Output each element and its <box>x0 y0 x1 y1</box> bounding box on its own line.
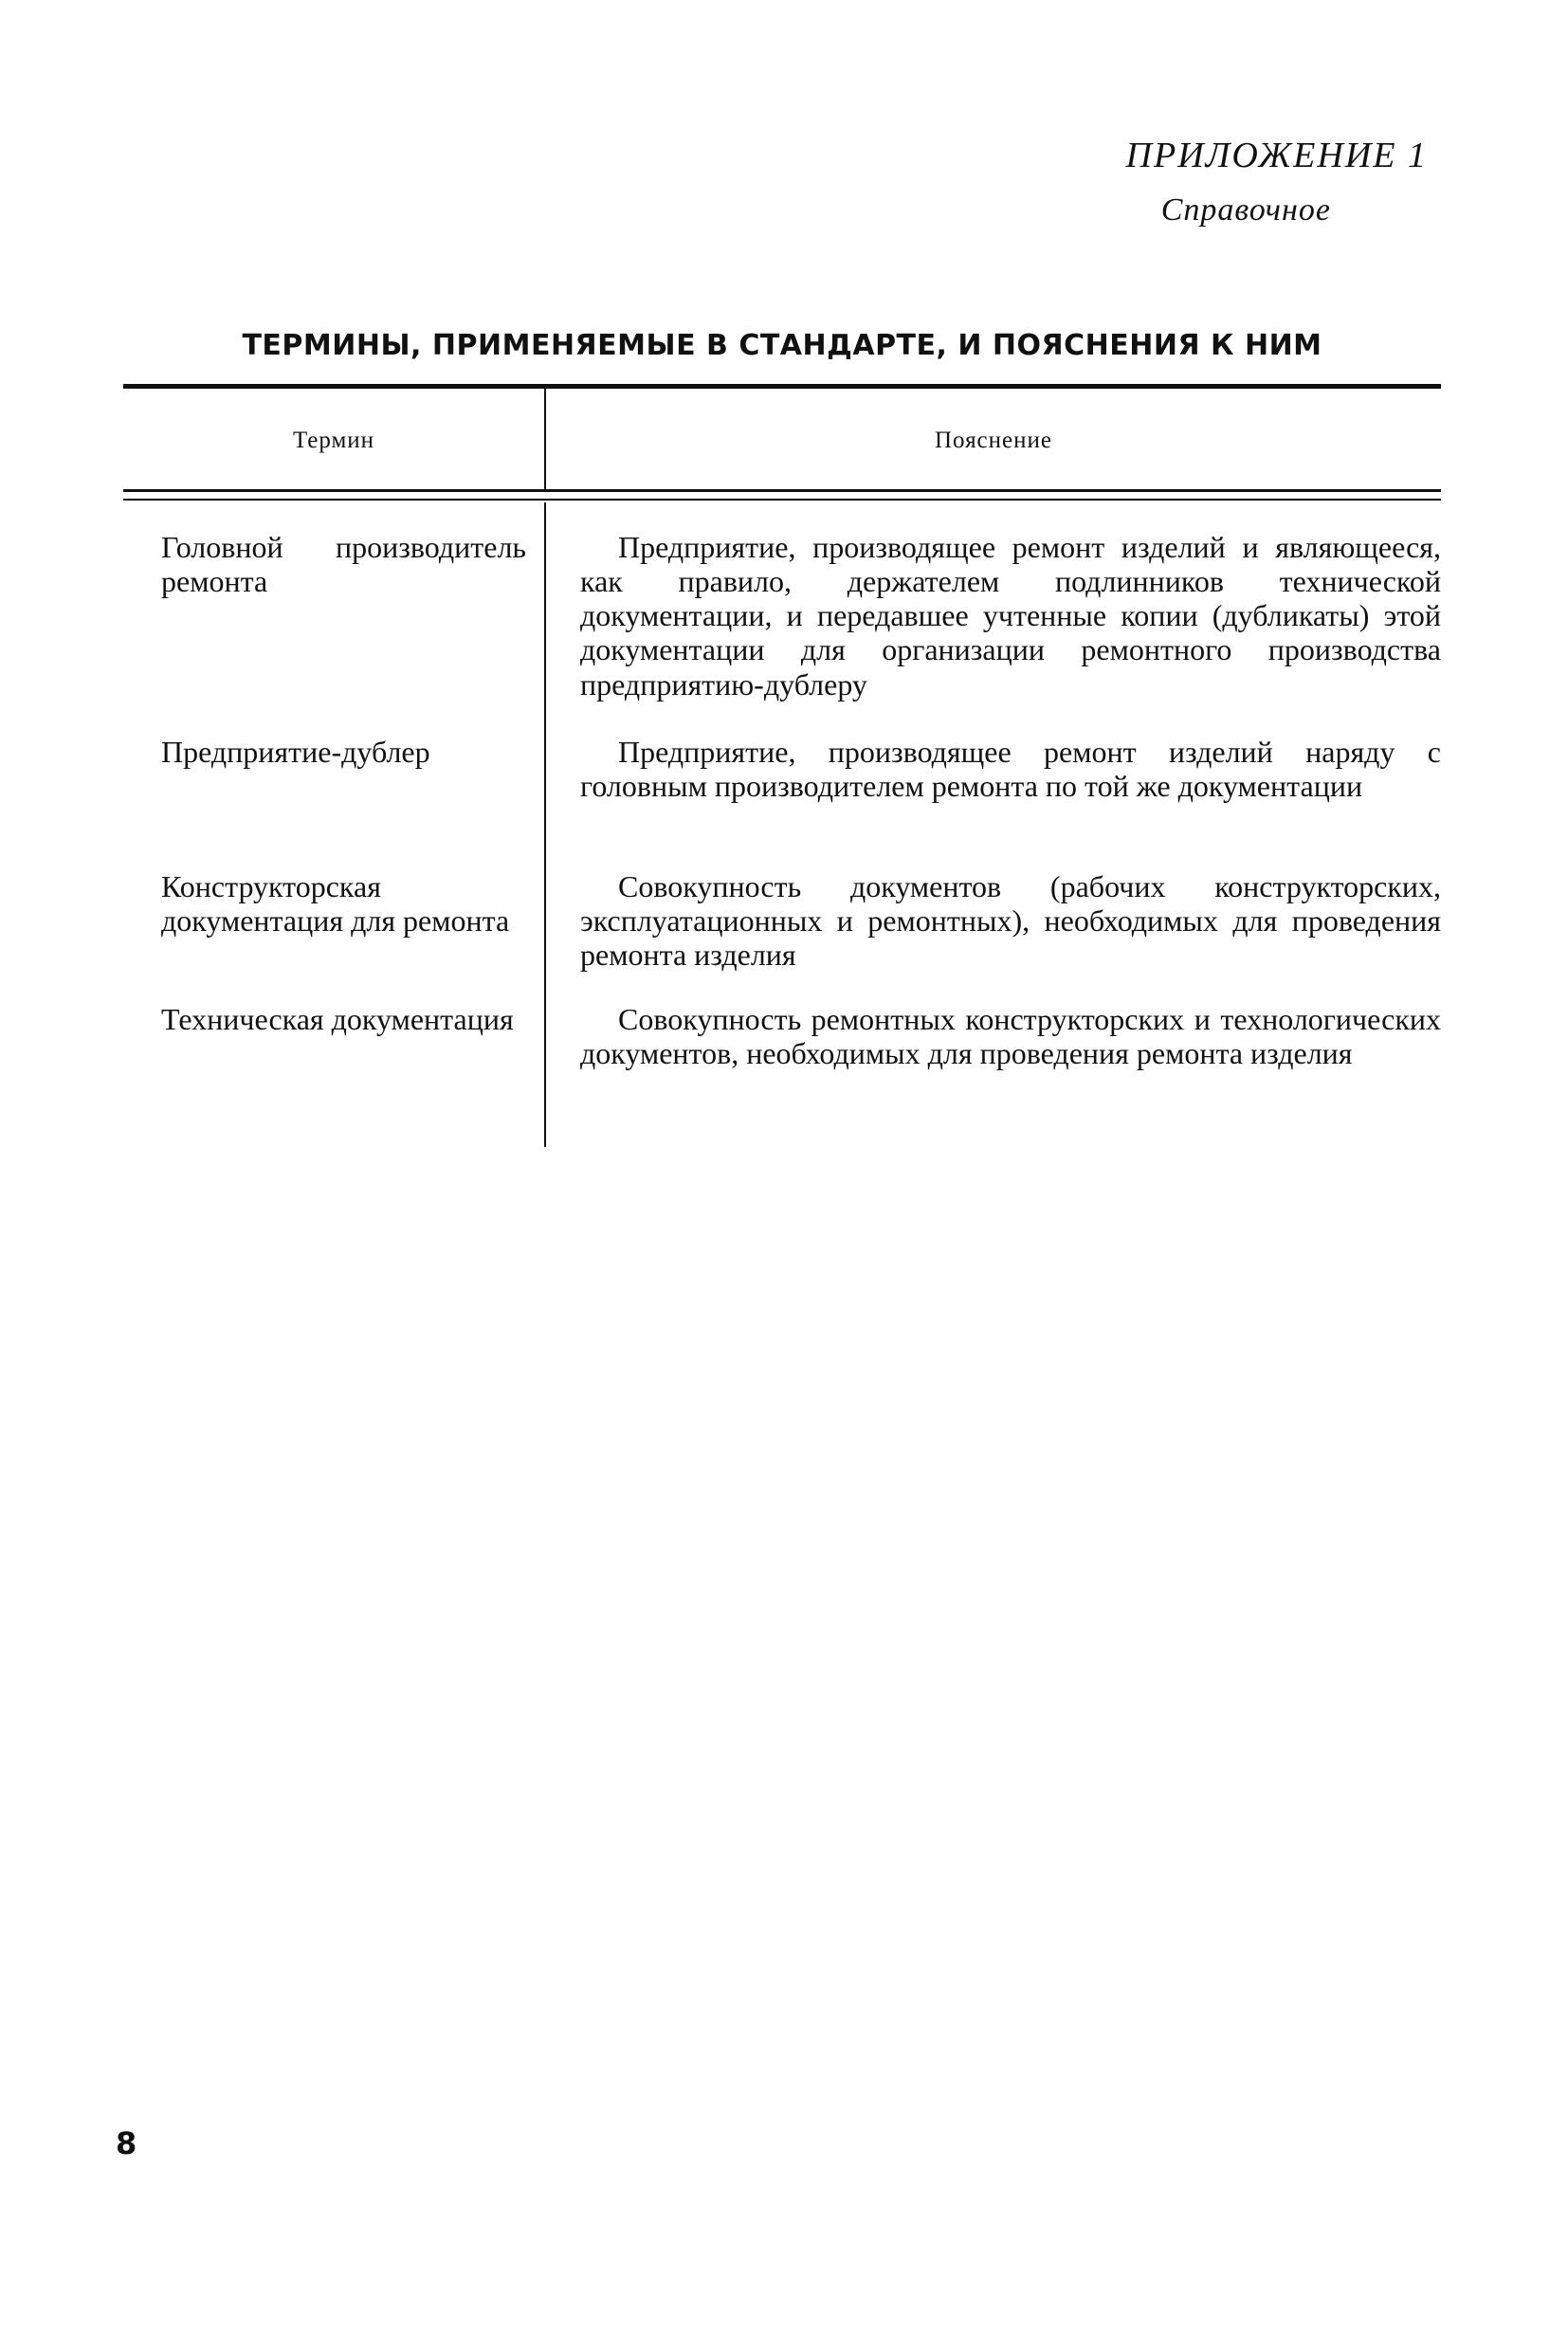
explanation-cell: Предприятие, производящее ремонт изделий и являющееся, как правило, держателем подлинников технической документации, и передавшее учтенные копии (дубликаты) этой документации для организации ремонтного производства предприятию-дублеру <box>580 530 1441 702</box>
header-term: Термин <box>292 428 375 453</box>
appendix-title: ПРИЛОЖЕНИЕ 1 <box>1125 136 1428 175</box>
page-number: 8 <box>116 2125 137 2161</box>
header-bottom-rule-thin <box>123 499 1441 501</box>
explanation-cell: Предприятие, производящее ремонт изделий наряду с головным производителем ремонта по той же документации <box>580 735 1441 804</box>
term-cell: Конструкторская документация для ремонта <box>161 869 510 939</box>
appendix-subtitle: Справочное <box>1160 192 1331 228</box>
document-title: ТЕРМИНЫ, ПРИМЕНЯЕМЫЕ В СТАНДАРТЕ, И ПОЯСНЕНИЯ К НИМ <box>242 329 1322 362</box>
term-cell: Техническая документация <box>161 1002 514 1036</box>
header-bottom-rule <box>123 489 1441 492</box>
explanation-cell: Совокупность документов (рабочих конструкторских, эксплуатационных и ремонтных), необходимых для проведения ремонта изделия <box>580 869 1441 973</box>
header-explanation: Пояснение <box>934 428 1052 453</box>
table-top-rule <box>123 384 1441 389</box>
term-cell: Предприятие-дублер <box>161 735 430 769</box>
term-cell: Головной производитель ремонта <box>161 530 526 599</box>
body-column-divider <box>544 502 546 1147</box>
explanation-cell: Совокупность ремонтных конструкторских и технологических документов, необходимых для проведения ремонта изделия <box>580 1002 1441 1071</box>
